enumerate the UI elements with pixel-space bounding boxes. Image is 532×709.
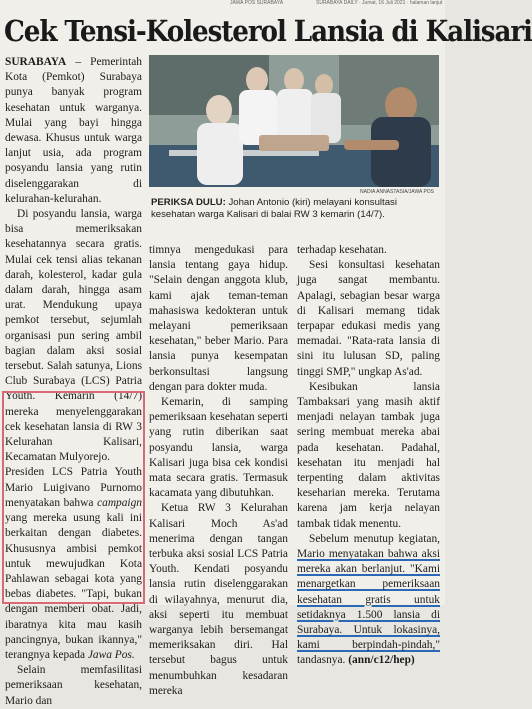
article-column-1 <box>5 55 142 709</box>
paragraph: Kemarin, di samping pemeriksaan kesehatan seperti yang rutin diberikan saat posyandu lansia, warga Kalisari juga bisa cek kondisi mata secara gratis. Termasuk kacamata yang dibutuhkan. <box>149 396 288 500</box>
paragraph: Sebelum menutup kegiatan, Mario menyatakan bahwa aksi mereka akan berlanjut. "Kami menargetkan pemeriksaan kesehatan gratis untuk setidaknya 1.500 lansia di Surabaya. Untuk lokasinya, kami berpindah-pindah," tandasnya. (ann/c12/hep) <box>297 532 440 667</box>
author-signature: (ann/c12/hep) <box>348 654 415 667</box>
paragraph: Sesi konsultasi kesehatan juga sangat membantu. Apalagi, sebagian besar warga di Kalisari memang tidak terpapar edukasi medis yang memadai. "Rata-rata lansia di sini itu lulusan SD, paling tinggi SMP," ungkap As'ad. <box>297 259 440 378</box>
underlined-quote: Mario menyatakan bahwa aksi mereka akan berlanjut. "Kami menargetkan pemeriksaan kesehatan gratis untuk setidaknya 1.500 lansia di Surabaya. Untuk lokasinya, kami berpindah-pindah," <box>297 548 440 652</box>
article-photo <box>149 55 439 187</box>
photo-illustration <box>149 55 439 187</box>
photo-caption: PERIKSA DULU: Johan Antonio (kiri) melayani konsultasi kesehatan warga Kalisari di balai RW 3 kemarin (14/7). <box>151 197 397 220</box>
photo-credit: NADIA ANNASTASIA/JAWA POS <box>360 189 435 195</box>
article-column-3 <box>297 243 440 669</box>
paragraph: SURABAYA – Pemerintah Kota (Pemkot) Surabaya punya banyak program kesehatan untuk warganya. Mulai yang bayi hingga dewasa. Khusus untuk warga lanjut usia, ada program posyandu lansia yang rutin diselenggarakan di kelurahan-kelurahan. <box>5 56 142 205</box>
paragraph: Presiden LCS Patria Youth Mario Luigivano Purnomo menyatakan bahwa campaign yang mereka usung kali ini berkaitan dengan diabetes. Khususnya ambisi pemkot untuk mewujudkan Kota Pahlawan sebagai kota yang bebas diabetes. "Tapi, bukan dengan memberi obat. Jadi, ibaratnya kita mau kasih pancingnya, bukan ikannya," terangnya kepada Jawa Pos. <box>5 466 142 661</box>
top-strip-left: JAWA POS SURABAYA <box>230 0 284 6</box>
article-headline: Cek Tensi-Kolesterol Lansia di Kalisari <box>4 14 532 48</box>
paragraph: terhadap kesehatan. <box>297 244 387 256</box>
article-column-2 <box>149 243 288 699</box>
paragraph: Selain memfasilitasi pemeriksaan kesehatan, Mario dan <box>5 664 142 707</box>
paragraph: Kesibukan lansia Tambaksari yang masih aktif menjadi nelayan tambak juga sering membuat mereka abai pada kesehatan. Padahal, kesehatan itu menjadi hal terpenting dalam aktivitas keseharian mereka. Terutama karena jam kerja nelayan tambak tidak menentu. <box>297 380 440 530</box>
dateline: SURABAYA <box>5 56 67 68</box>
paragraph: timnya mengedukasi para lansia tentang gaya hidup. "Selain dengan anggota klub, kami ajak teman-teman mahasiswa kedokteran untuk melayani pemeriksaan kesehatan," beber Mario. Para lansia punya kesempatan berkonsultasi langsung dengan para dokter muda. <box>149 244 288 393</box>
caption-lead: PERIKSA DULU: <box>151 197 226 208</box>
paragraph: Ketua RW 3 Kelurahan Kalisari Moch As'ad menerima dengan tangan terbuka aksi sosial LCS Patria Youth. Kendati posyandu lansia rutin diselenggarakan di wilayahnya, menurut dia, aksi seperti itu membuat warganya lebih bersemangat memeriksakan diri. Hal tersebut bagus untuk menumbuhkan kesadaran mereka <box>149 502 288 697</box>
top-strip-right: SURABAYA DAILY · Jumat, 16 Juli 2021 · halaman lanjut <box>316 0 443 6</box>
highlight-box <box>2 391 145 604</box>
paragraph: Di posyandu lansia, warga bisa memeriksakan kesehatannya secara gratis. Mulai cek tensi alias tekanan darah, kolesterol, kadar gula dalam darah, hingga asam urat. Mendukung upaya pemkot tersebut, sejumlah organisasi pun sering ambil bagian dalam aksi sosial tersebut. Salah satunya, Lions Club Surabaya (LCS) Patria Youth. Kemarin (14/7) mereka menyelenggarakan cek kesehatan lansia di RW 3 Kelurahan Kalisari, Kecamatan Mulyorejo. <box>5 208 142 464</box>
top-strip <box>0 0 445 8</box>
